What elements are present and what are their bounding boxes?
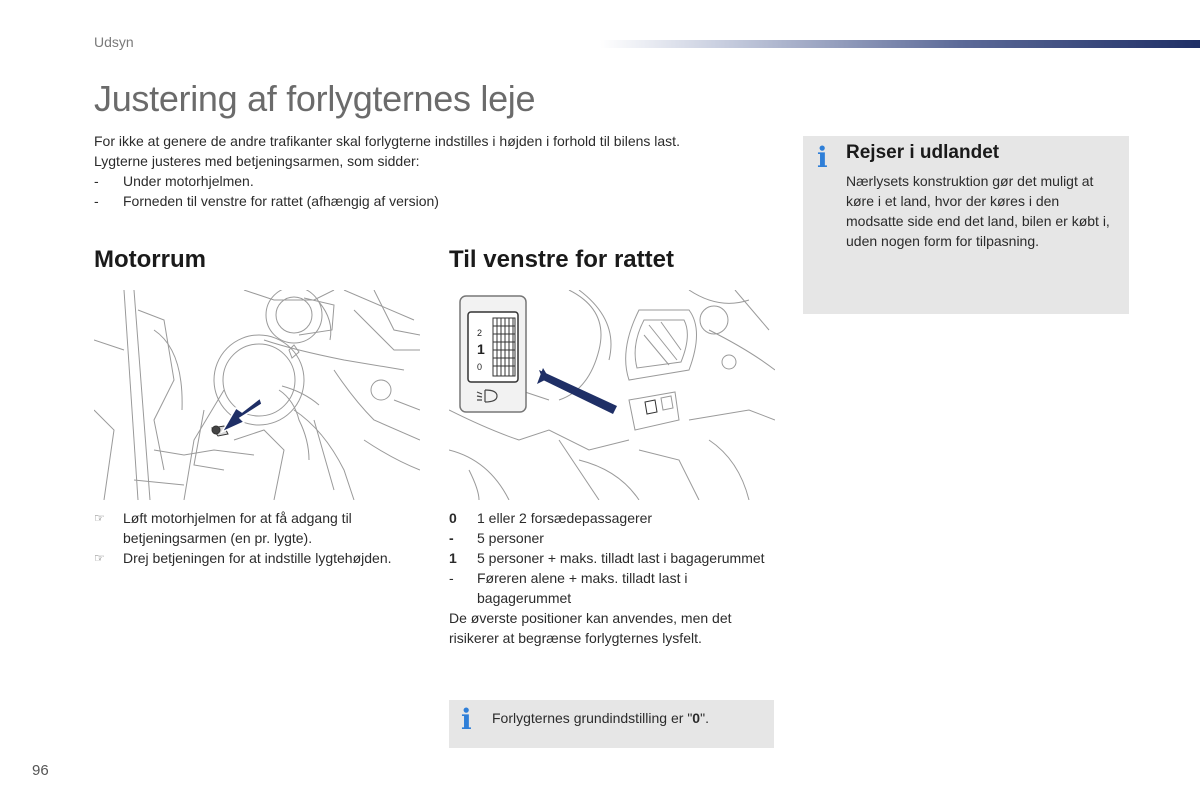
travel-abroad-title: Rejser i udlandet xyxy=(846,142,1000,163)
info-icon: i xyxy=(461,703,472,736)
motorrum-instructions xyxy=(94,508,434,568)
travel-abroad-box xyxy=(803,136,1129,314)
position-item: 1 5 personer + maks. tilladt last i bagagerummet xyxy=(449,550,765,566)
default-setting-text: Forlygternes grundindstilling er "0". xyxy=(492,710,709,726)
intro-line: For ikke at genere de andre trafikanter skal forlygterne indstilles i højden i forhold til bilens last. xyxy=(94,133,680,149)
intro-list-item: - Under motorhjelmen. xyxy=(94,173,254,189)
position-item: - Føreren alene + maks. tilladt last i bagagerummet xyxy=(449,570,688,606)
venstre-heading: Til venstre for rattet xyxy=(449,246,674,273)
header-gradient-bar xyxy=(600,40,1200,48)
position-item: 0 1 eller 2 forsædepassagerer xyxy=(449,510,653,526)
svg-text:1: 1 xyxy=(477,341,485,357)
travel-abroad-text: Nærlysets konstruktion gør det muligt at køre i et land, hvor der køres i den modsatte side end det land, bilen er købt i, uden nogen form for tilpasning. xyxy=(846,173,1110,249)
position-note: De øverste positioner kan anvendes, men det risikerer at begrænse forlygternes lysfelt. xyxy=(449,610,732,646)
intro-line: Lygterne justeres med betjeningsarmen, som sidder: xyxy=(94,153,420,169)
list-item: ☞ Løft motorhjelmen for at få adgang til betjeningsarmen (en pr. lygte). xyxy=(94,510,352,546)
page-number: 96 xyxy=(32,762,49,779)
position-item: - 5 personer xyxy=(449,530,544,546)
dashboard-illustration xyxy=(449,290,775,500)
position-list xyxy=(449,508,779,648)
arrow-icon xyxy=(94,290,420,500)
list-item: ☞ Drej betjeningen for at indstille lygtehøjden. xyxy=(94,550,392,566)
pointing-hand-icon: ☞ xyxy=(94,511,105,525)
engine-bay-illustration xyxy=(94,290,420,500)
page-title: Justering af forlygternes leje xyxy=(94,78,536,119)
intro-text xyxy=(94,131,784,211)
intro-list-item: - Forneden til venstre for rattet (afhængig af version) xyxy=(94,193,439,209)
motorrum-heading: Motorrum xyxy=(94,246,206,273)
svg-text:2: 2 xyxy=(477,328,483,338)
svg-text:0: 0 xyxy=(477,362,483,372)
pointing-hand-icon: ☞ xyxy=(94,551,105,565)
section-label: Udsyn xyxy=(94,34,134,50)
info-icon: i xyxy=(817,141,828,174)
default-setting-note xyxy=(449,700,774,748)
